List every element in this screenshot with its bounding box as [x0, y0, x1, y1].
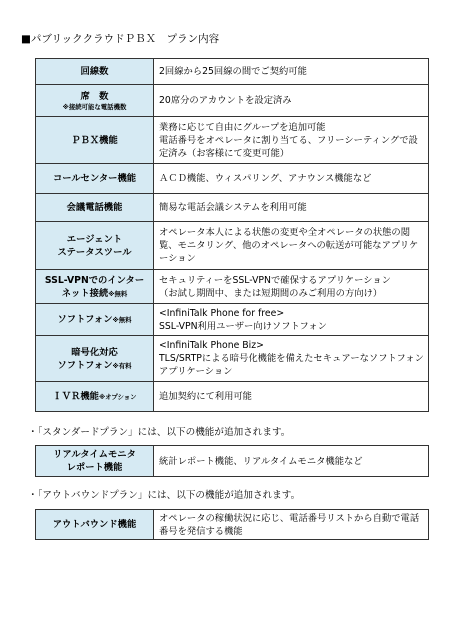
feature-label — [36, 382, 154, 412]
feature-label-text: 席 数 — [80, 91, 109, 102]
table-row — [36, 270, 429, 304]
outbound-plan-table — [35, 509, 429, 540]
plan-features-table — [35, 58, 429, 412]
feature-label-text: コールセンター機能 — [52, 173, 137, 184]
feature-label — [36, 59, 154, 85]
feature-label-text: ＩＶＲ機能 — [52, 391, 99, 402]
feature-description: 簡易な電話会議システムを利用可能 — [154, 194, 429, 222]
feature-label — [36, 222, 154, 270]
feature-label — [36, 194, 154, 222]
feature-description: 2回線から25回線の間でご契約可能 — [154, 59, 429, 85]
feature-label-text: 会議電話機能 — [66, 202, 123, 213]
table-row — [36, 446, 429, 477]
table-row — [36, 194, 429, 222]
feature-label — [36, 117, 154, 164]
table-row — [36, 85, 429, 117]
feature-description: <InfiniTalk Phone Biz> TLS/SRTPによる暗号化機能を備えたセキュアーなソフトフォンアプリケーション — [154, 336, 429, 382]
table-row — [36, 336, 429, 382]
feature-label-note: ※有料 — [112, 361, 132, 370]
feature-description: 業務に応じて自由にグループを追加可能 電話番号をオペレータに割り当てる、フリーシーティングで設定済み（お客様にて変更可能） — [154, 117, 429, 164]
feature-label-text: SSL-VPNでのインター ネット接続 — [44, 274, 145, 299]
feature-label-note: ※無料 — [112, 316, 132, 324]
feature-label — [36, 304, 154, 336]
feature-description: 統計レポート機能、リアルタイムモニタ機能など — [154, 446, 429, 477]
feature-description: セキュリティーをSSL-VPNで確保するアプリケーション （お試し期間中、または短期間のみご利用の方向け） — [154, 270, 429, 304]
table-row — [36, 117, 429, 164]
feature-label — [36, 164, 154, 194]
feature-label-text: 暗号化対応 ソフトフォン — [57, 346, 118, 371]
feature-label — [36, 85, 154, 117]
feature-label — [36, 336, 154, 382]
feature-description: <InfiniTalk Phone for free> SSL-VPN利用ユーザー向けソフトフォン — [154, 304, 429, 336]
feature-description: 追加契約にて利用可能 — [154, 382, 429, 412]
feature-description: オペレータの稼働状況に応じ、電話番号リストから自動で電話番号を発信する機能 — [154, 510, 429, 540]
standard-plan-note: ・「スタンダードプラン」には、以下の機能が追加されます。 — [28, 427, 291, 438]
feature-description: オペレータ本人による状態の変更や全オペレータの状態の閲覧、モニタリング、他のオペレータへの転送が可能なアプリケーション — [154, 222, 429, 270]
document-heading: ■パブリッククラウドＰＢＸ プラン内容 — [21, 33, 220, 45]
table-row — [36, 510, 429, 540]
feature-label-note: ※無料 — [108, 289, 128, 298]
feature-label-text: ソフトフォン — [57, 314, 113, 325]
feature-label-note: ※接続可能な電話機数 — [62, 103, 127, 111]
feature-description: ＡＣＤ機能、ウィスパリング、アナウンス機能など — [154, 164, 429, 194]
table-row — [36, 382, 429, 412]
table-row — [36, 164, 429, 194]
feature-label — [36, 270, 154, 304]
feature-label-text: 回線数 — [80, 66, 109, 77]
feature-label: リアルタイムモニタ レポート機能 — [36, 446, 154, 477]
table-row — [36, 304, 429, 336]
table-row — [36, 59, 429, 85]
standard-plan-table — [35, 445, 429, 477]
feature-label-text: ＰＢＸ機能 — [71, 134, 118, 146]
feature-description: 20席分のアカウントを設定済み — [154, 85, 429, 117]
feature-label-note: ※オプション — [98, 393, 137, 401]
feature-label: アウトバウンド機能 — [36, 510, 154, 540]
feature-label-text: エージェント ステータスツール — [57, 233, 132, 258]
outbound-plan-note: ・「アウトバウンドプラン」には、以下の機能が追加されます。 — [28, 490, 301, 501]
table-row — [36, 222, 429, 270]
